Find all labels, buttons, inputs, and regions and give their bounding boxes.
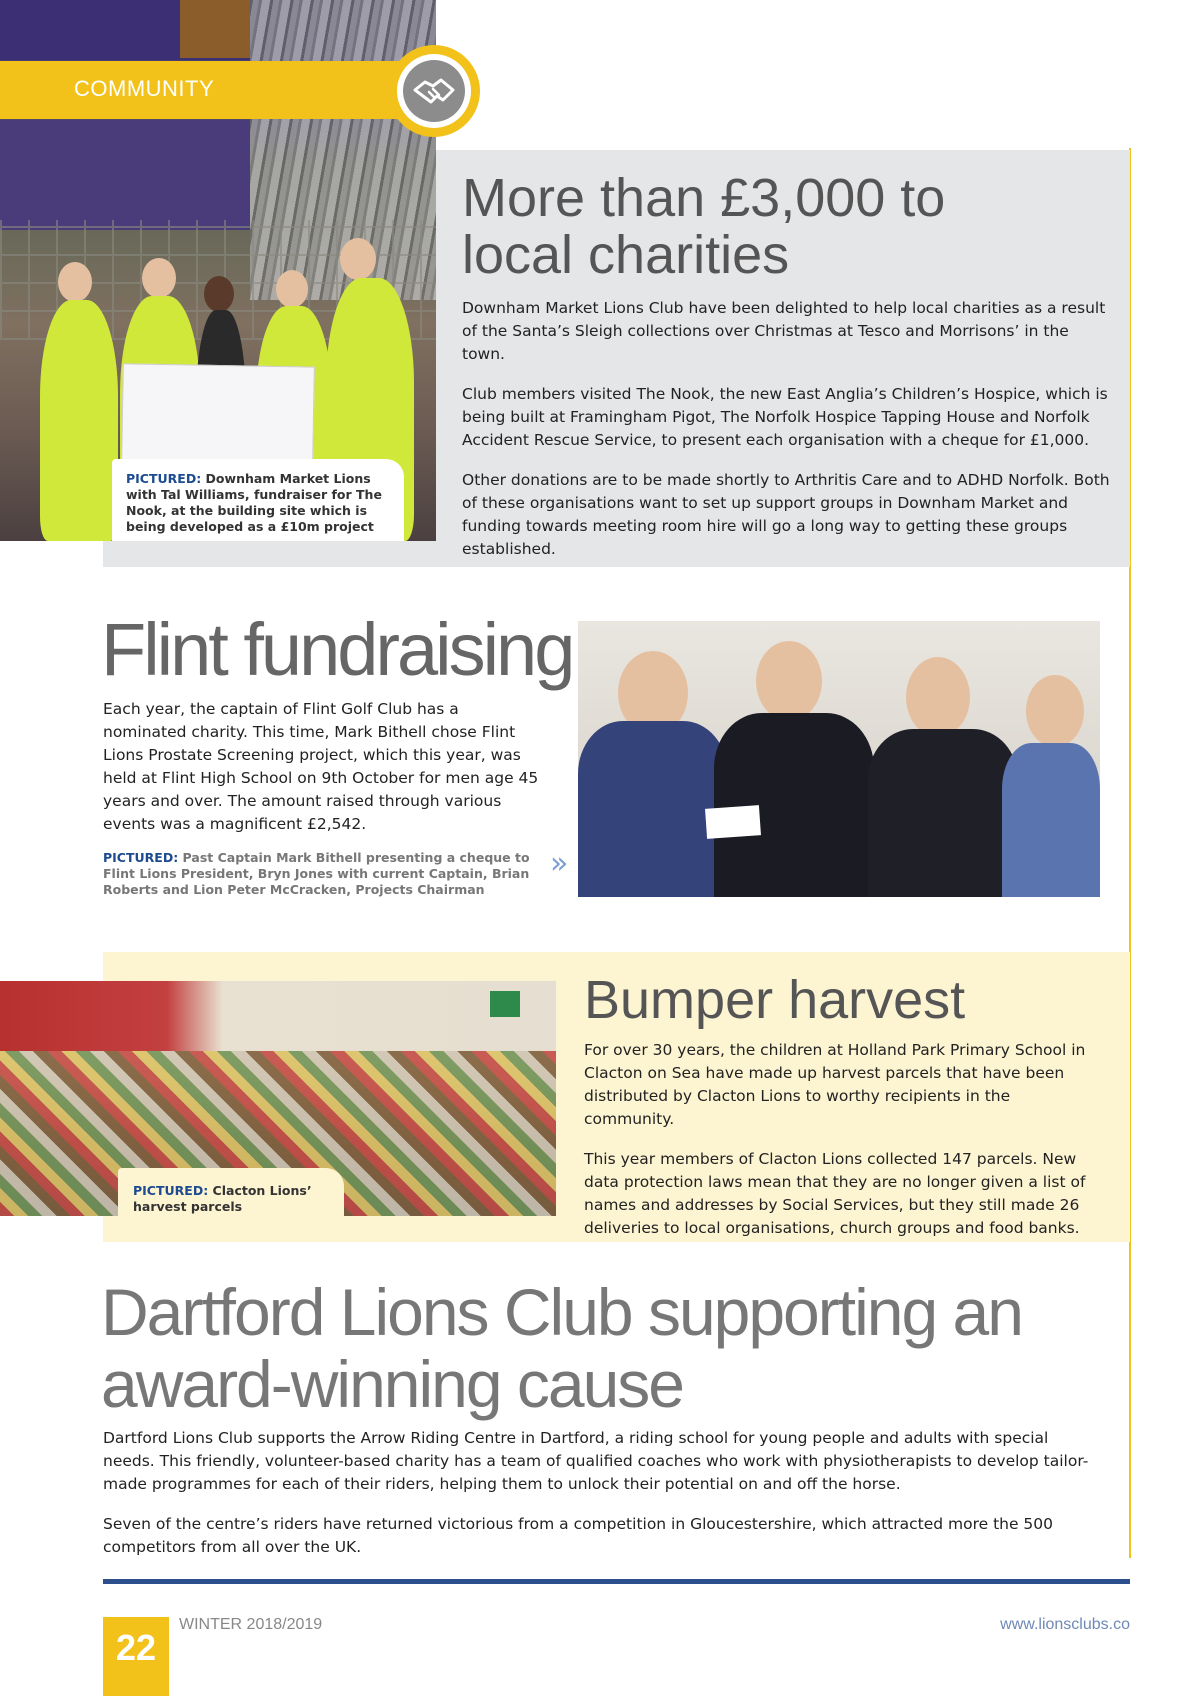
- article4-body: [103, 1427, 1103, 1576]
- article1-paragraph: Club members visited The Nook, the new East Anglia’s Children’s Hospice, which is being built at Framingham Pigot, The Norfolk Hospice Tapping House and Norfolk Accident Rescue Service, to present each organisation with a cheque for £1,000.: [462, 385, 1108, 449]
- caption-label: PICTURED:: [133, 1183, 209, 1198]
- person-head: [204, 276, 234, 312]
- article4-paragraph: Dartford Lions Club supports the Arrow Riding Centre in Dartford, a riding school for young people and adults with special needs. This friendly, volunteer-based charity has a team of qualified coaches who work with physiotherapists to develop tailor-made programmes for each of their riders, helping them to unlock their potential on and off the horse.: [103, 1429, 1089, 1493]
- footer-rule: [103, 1579, 1130, 1584]
- article3-paragraph: This year members of Clacton Lions collected 147 parcels. New data protection laws mean that they are no longer given a list of names and addresses by Social Services, but they still made 26 deliveries to local organisations, church groups and food banks.: [584, 1150, 1086, 1237]
- person-head: [906, 657, 970, 737]
- person-head: [1026, 675, 1084, 747]
- section-tag: COMMUNITY: [74, 76, 215, 101]
- article1-title-line1: More than £3,000 to: [462, 168, 946, 228]
- person: [40, 300, 118, 541]
- article1-paragraph: Downham Market Lions Club have been delighted to help local charities as a result of the Santa’s Sleigh collections over Christmas at Tesco and Morrisons’ in the town.: [462, 299, 1106, 363]
- handshake-icon: [403, 60, 465, 122]
- person-head: [142, 258, 176, 298]
- article1-title-line2: local charities: [462, 225, 790, 285]
- website-link[interactable]: www.lionsclubs.co: [1000, 1616, 1130, 1633]
- article3-title: Bumper harvest: [584, 970, 966, 1030]
- caption-label: PICTURED:: [126, 471, 202, 486]
- person-head: [276, 270, 308, 308]
- caption-text: Past Captain Mark Bithell presenting a cheque to Flint Lions President, Bryn Jones with current Captain, Brian Roberts and Lion Peter McCracken, Projects Chairman: [103, 850, 530, 897]
- issue-label: WINTER 2018/2019: [179, 1616, 323, 1633]
- cheque: [705, 805, 761, 839]
- photo-sign-banner: [0, 120, 250, 230]
- person: [714, 713, 874, 897]
- article2-title: Flint fundraising: [101, 608, 573, 691]
- photo1-caption: [112, 459, 404, 541]
- photo-wall: [0, 981, 556, 1051]
- article4-title-line2: award-winning cause: [101, 1347, 684, 1421]
- double-chevron-right-icon: »: [550, 846, 569, 881]
- photo3-caption: [118, 1168, 344, 1216]
- article4-title-line1: Dartford Lions Club supporting an: [101, 1275, 1022, 1349]
- article4-paragraph: Seven of the centre’s riders have returned victorious from a competition in Gloucestershire, which attracted more the 500 competitors from all over the UK.: [103, 1515, 1054, 1556]
- article2-body: Each year, the captain of Flint Golf Club has a nominated charity. This time, Mark Bithell chose Flint Lions Prostate Screening project, which this year, was held at Flint High School on 9th October for men age 45 years and over. The amount raised through various events was a magnificent £2,542.: [103, 700, 539, 833]
- person-head: [58, 262, 92, 302]
- caption-text: Downham Market Lions with Tal Williams, fundraiser for The Nook, at the building site which is being developed as a £10m project: [126, 471, 382, 534]
- cheque: [121, 363, 315, 463]
- person: [1002, 743, 1100, 897]
- first-aid-box: [490, 991, 520, 1017]
- photo-sign-logo: [180, 0, 250, 58]
- article3-paragraph: For over 30 years, the children at Holland Park Primary School in Clacton on Sea have made up harvest parcels that have been distributed by Clacton Lions to worthy recipients in the community.: [584, 1041, 1086, 1128]
- article1-body: [462, 297, 1112, 578]
- article1-title: [462, 170, 1102, 284]
- person: [868, 729, 1018, 897]
- flint-golf-photo: [578, 621, 1100, 897]
- photo2-caption: [103, 850, 553, 898]
- article3-body: [584, 1039, 1104, 1257]
- article1-paragraph: Other donations are to be made shortly to Arthritis Care and to ADHD Norfolk. Both of these organisations want to set up support groups in Downham Market and funding towards meeting room hire will go a long way to getting these groups established.: [462, 471, 1110, 558]
- caption-text: Clacton Lions’ harvest parcels: [133, 1183, 312, 1214]
- person-head: [756, 641, 822, 721]
- caption-label: PICTURED:: [103, 850, 179, 865]
- page-number: 22: [115, 1627, 157, 1668]
- person-head: [340, 238, 376, 280]
- article4-title: [101, 1276, 1111, 1420]
